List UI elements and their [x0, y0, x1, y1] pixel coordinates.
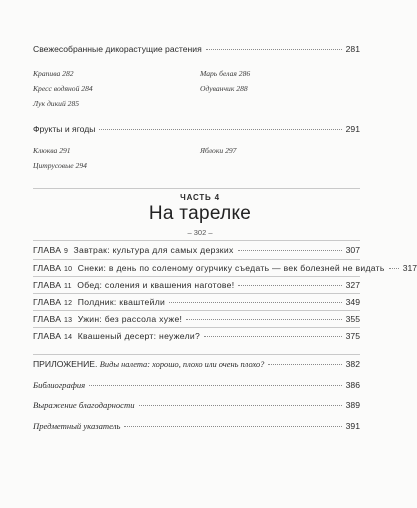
page-number: 291 — [345, 124, 360, 134]
appendix-row — [33, 380, 360, 390]
chapter-prefix: ГЛАВА — [33, 263, 62, 273]
divider — [33, 276, 360, 277]
chapter-number: 14 — [63, 334, 73, 341]
chapter-number: 11 — [63, 283, 72, 290]
appendix-title: Библиография — [33, 380, 86, 390]
divider — [33, 327, 360, 328]
chapter-row — [33, 297, 360, 307]
leader-dots — [238, 250, 342, 251]
page-number: 389 — [345, 400, 360, 410]
leader-dots — [186, 319, 341, 320]
appendix-prefix: ПРИЛОЖЕНИЕ. — [33, 359, 98, 369]
page-number: 375 — [345, 331, 360, 341]
chapter-number: 12 — [63, 300, 73, 307]
subentry: Кресс водяной 284 — [33, 84, 93, 93]
leader-dots — [206, 49, 342, 50]
leader-dots — [124, 426, 341, 427]
leader-dots — [169, 302, 342, 303]
appendix-row — [33, 400, 360, 410]
chapter-number: 13 — [63, 317, 73, 324]
appendix-title: Виды налета: хорошо, плохо или очень плохо? — [99, 360, 265, 369]
chapter-number: 10 — [63, 266, 73, 273]
chapter-title: Квашеный десерт: неужели? — [77, 331, 201, 341]
chapter-row — [33, 263, 417, 273]
subentry: Марь белая 286 — [200, 69, 251, 78]
appendix-row — [33, 359, 360, 369]
chapter-prefix: ГЛАВА — [33, 297, 62, 307]
chapter-prefix: ГЛАВА — [33, 331, 62, 341]
leader-dots — [139, 405, 342, 406]
chapter-title: Полдник: кваштейли — [77, 297, 166, 307]
chapter-title: Обед: соления и квашения наготове! — [77, 280, 235, 290]
chapter-prefix: ГЛАВА — [33, 245, 62, 255]
page-number: 327 — [345, 280, 360, 290]
part-title: На тарелке — [148, 203, 252, 224]
page-number: 391 — [345, 421, 360, 431]
chapter-prefix: ГЛАВА — [33, 280, 62, 290]
divider — [33, 188, 360, 189]
chapter-row — [33, 314, 360, 324]
divider — [33, 354, 360, 355]
toc-section-row — [33, 124, 360, 134]
leader-dots — [89, 385, 342, 386]
leader-dots — [204, 336, 342, 337]
subentry: Яблоки 297 — [200, 146, 237, 155]
chapter-row — [33, 331, 360, 341]
section-title: Фрукты и ягоды — [33, 124, 96, 134]
subentry: Клюква 291 — [33, 146, 71, 155]
page-number: 307 — [345, 245, 360, 255]
page-number: 355 — [345, 314, 360, 324]
section-title: Свежесобранные дикорастущие растения — [33, 44, 202, 54]
divider — [33, 293, 360, 294]
leader-dots — [389, 268, 399, 269]
page-number: 349 — [345, 297, 360, 307]
appendix-row — [33, 421, 360, 431]
part-page-number: – 302 – — [187, 228, 213, 237]
toc-section-row — [33, 44, 360, 54]
chapter-number: 9 — [63, 248, 69, 255]
subentry: Крапива 282 — [33, 69, 74, 78]
leader-dots — [238, 285, 341, 286]
page-number: 317 — [402, 263, 417, 273]
chapter-title: Ужин: без рассола хуже! — [77, 314, 183, 324]
leader-dots — [99, 129, 341, 130]
page-number: 281 — [345, 44, 360, 54]
divider — [33, 310, 360, 311]
subentry: Цитрусовые 294 — [33, 161, 87, 170]
subentry: Лук дикий 285 — [33, 99, 80, 108]
divider — [33, 259, 360, 260]
chapter-row — [33, 245, 360, 255]
chapter-title: Завтрак: культура для самых дерзких — [73, 245, 234, 255]
appendix-title: Выражение благодарности — [33, 400, 135, 410]
part-label: ЧАСТЬ 4 — [180, 193, 220, 202]
appendix-title: Предметный указатель — [33, 421, 121, 431]
leader-dots — [268, 364, 341, 365]
chapter-title: Снеки: в день по соленому огурчику съедать — век болезней не видать — [77, 263, 385, 273]
divider — [33, 240, 360, 241]
chapter-prefix: ГЛАВА — [33, 314, 62, 324]
page-number: 382 — [345, 359, 360, 369]
chapter-row — [33, 280, 360, 290]
page-number: 386 — [345, 380, 360, 390]
subentry: Одуванчик 288 — [200, 84, 248, 93]
